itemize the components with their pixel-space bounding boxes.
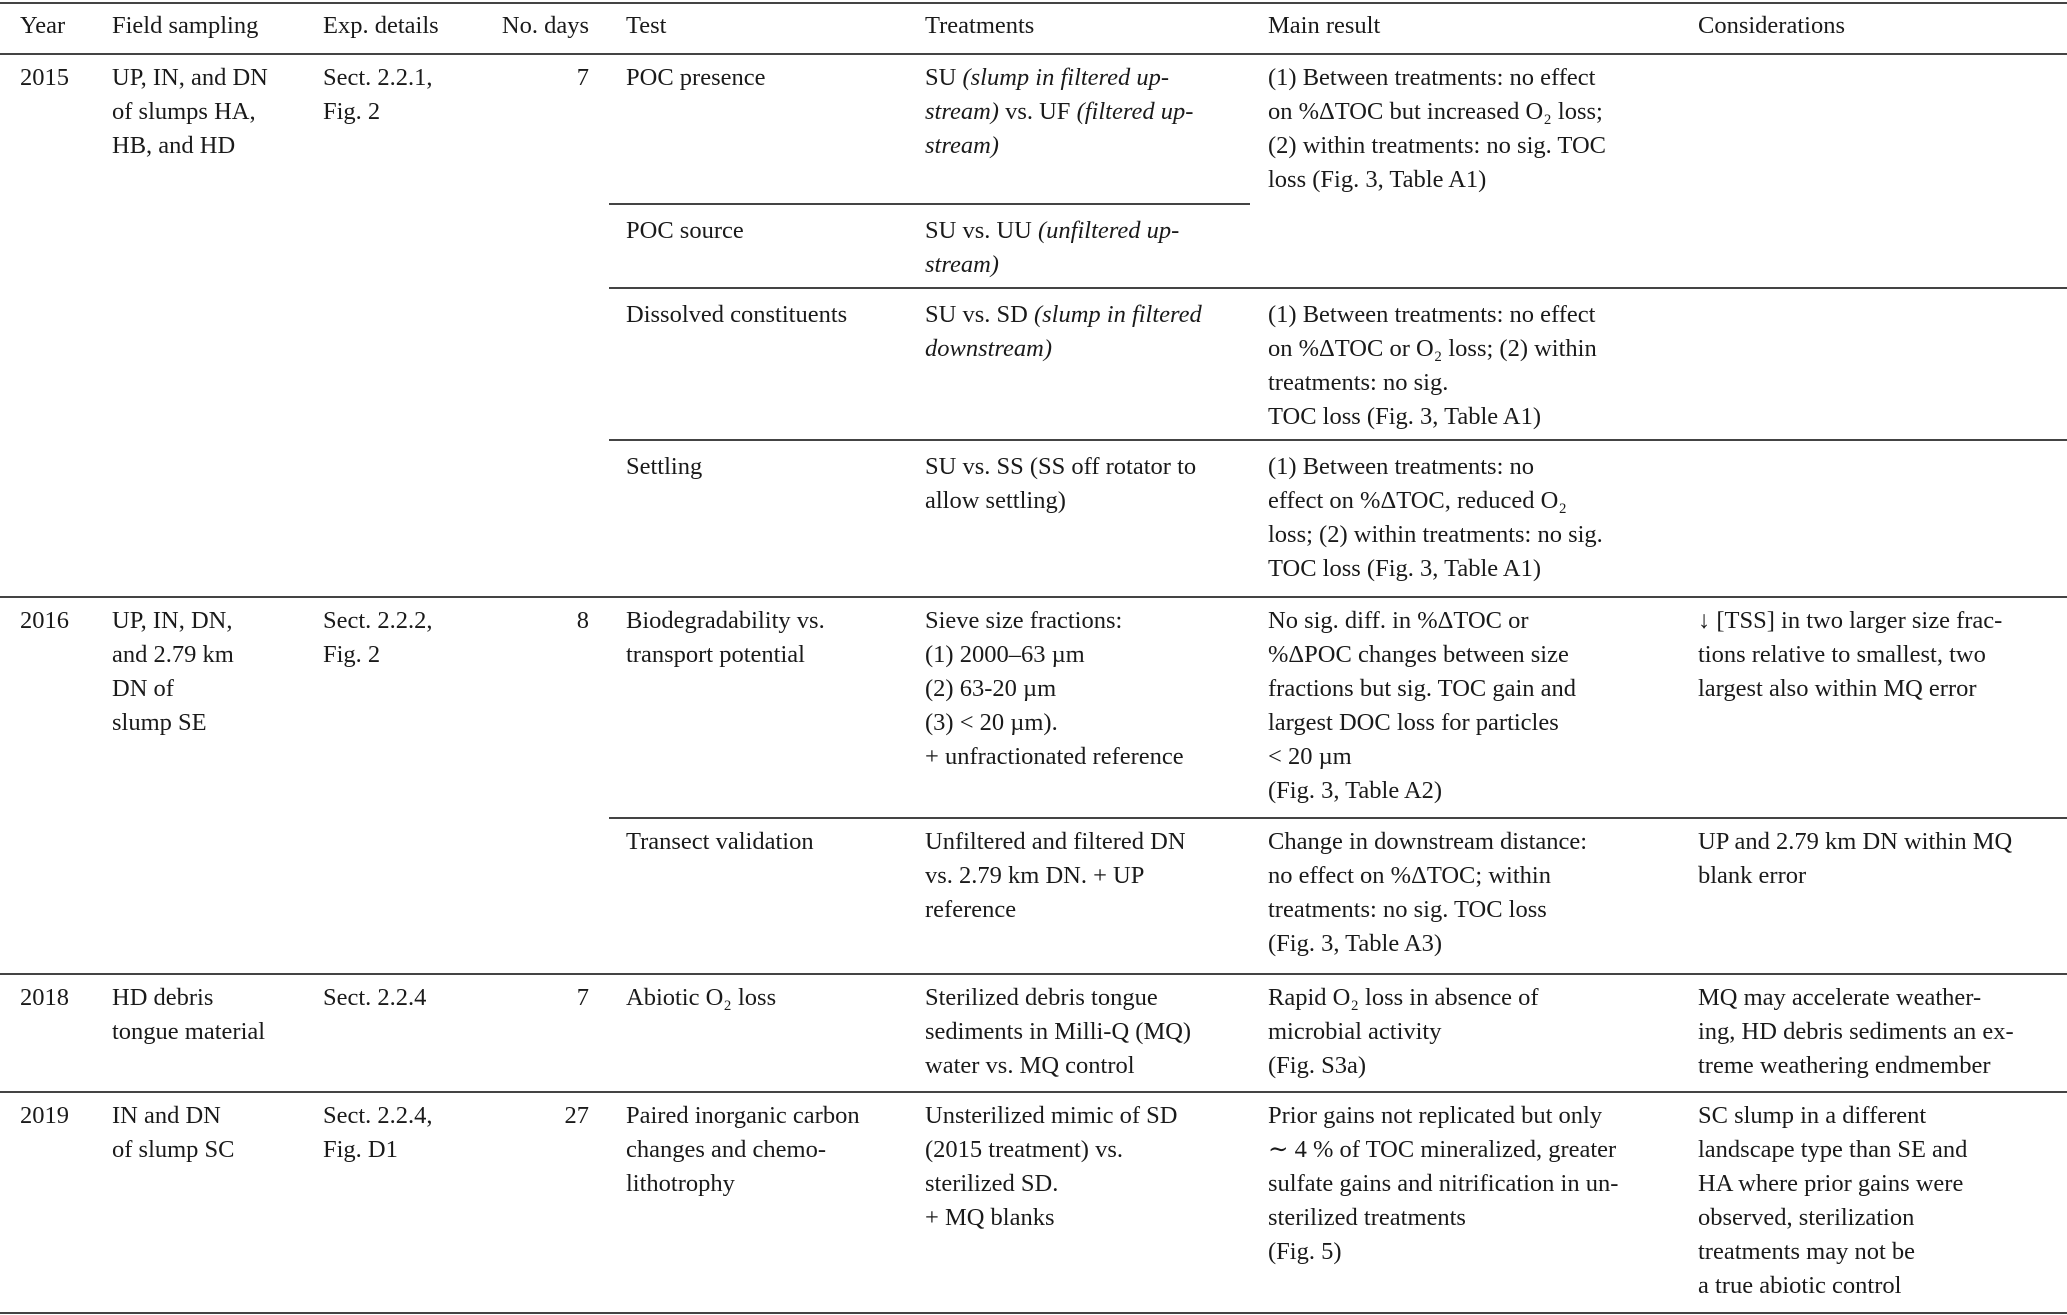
cell-line: reference — [925, 896, 1017, 923]
cell-test — [626, 825, 814, 859]
cell-line: IN and DN — [112, 1102, 221, 1129]
table-top-rule — [0, 2, 2067, 4]
header-year: Year — [20, 12, 66, 39]
cell-line: UP and 2.79 km DN within MQ — [1698, 828, 2013, 855]
cell-line: sediments in Milli-Q (MQ) — [925, 1018, 1192, 1045]
cell-line: and 2.79 km — [112, 641, 234, 668]
cell-line: treatments may not be — [1698, 1238, 1916, 1265]
cell-line: 27 — [564, 1102, 589, 1129]
cell-line: POC source — [626, 217, 744, 244]
cell-line: landscape type than SE and — [1698, 1136, 1968, 1163]
cell-line: slump SE — [112, 709, 207, 736]
italic-text: stream) — [925, 132, 999, 159]
cell-line: largest DOC loss for particles — [1268, 709, 1559, 736]
cell-line: on %ΔTOC or O₂ loss; (2) within — [1268, 335, 1597, 362]
cell-year — [20, 61, 69, 95]
cell-line: tions relative to smallest, two — [1698, 641, 1986, 668]
cell-considerations — [1698, 604, 2002, 706]
cell-main-result — [1268, 981, 1539, 1083]
cell-line: 7 — [576, 64, 589, 91]
header-field-sampling: Field sampling — [112, 12, 259, 39]
cell-line: < 20 µm — [1268, 743, 1352, 770]
cell-line: largest also within MQ error — [1698, 675, 1977, 702]
cell-line: Fig. 2 — [323, 641, 381, 668]
row-divider — [609, 203, 1250, 205]
cell-considerations — [1698, 1099, 1967, 1303]
cell-line: Change in downstream distance: — [1268, 828, 1588, 855]
cell-year — [20, 1099, 69, 1133]
table-bottom-rule — [0, 1312, 2067, 1314]
cell-considerations — [1698, 981, 2014, 1083]
cell-line: treatments: no sig. TOC loss — [1268, 896, 1547, 923]
cell-line: no effect on %ΔTOC; within — [1268, 862, 1551, 889]
cell-line: (2) within treatments: no sig. TOC — [1268, 132, 1606, 159]
cell-test — [626, 604, 825, 672]
cell-line: ing, HD debris sediments an ex- — [1698, 1018, 2014, 1045]
cell-line: POC presence — [626, 64, 766, 91]
cell-line: vs. 2.79 km DN. + UP — [925, 862, 1145, 889]
cell-line: Sect. 2.2.4 — [323, 984, 427, 1011]
cell-line: water vs. MQ control — [925, 1052, 1135, 1079]
cell-line: ∼ 4 % of TOC mineralized, greater — [1268, 1136, 1617, 1163]
cell-test — [626, 61, 765, 95]
cell-no-days — [565, 1099, 590, 1133]
cell-line: HA where prior gains were — [1698, 1170, 1964, 1197]
cell-line: observed, sterilization — [1698, 1204, 1915, 1231]
cell-treatments — [925, 604, 1184, 774]
header-exp-details: Exp. details — [323, 12, 439, 39]
cell-line: sulfate gains and nitrification in un- — [1268, 1170, 1619, 1197]
cell-line: Fig. 2 — [323, 98, 381, 125]
cell-line: 8 — [576, 607, 589, 634]
cell-line: (3) < 20 µm). — [925, 709, 1058, 736]
cell-main-result — [1268, 825, 1587, 961]
cell-exp-details — [323, 981, 426, 1015]
cell-line: treatments: no sig. — [1268, 369, 1449, 396]
cell-line: (2) 63-20 µm — [925, 675, 1057, 702]
cell-line: tongue material — [112, 1018, 266, 1045]
cell-line: Sect. 2.2.1, — [323, 64, 433, 91]
cell-line: (1) Between treatments: no effect — [1268, 301, 1596, 328]
cell-no-days — [577, 604, 589, 638]
cell-test — [626, 981, 776, 1015]
cell-treatments — [925, 450, 1196, 518]
cell-line — [925, 248, 1179, 282]
italic-text: stream) — [925, 251, 999, 278]
row-divider — [0, 596, 2067, 598]
row-divider — [0, 973, 2067, 975]
header-treatments: Treatments — [925, 12, 1035, 39]
cell-main-result — [1268, 298, 1597, 434]
cell-year — [20, 981, 69, 1015]
cell-test — [626, 1099, 860, 1201]
cell-treatments — [925, 61, 1193, 163]
cell-line: transport potential — [626, 641, 805, 668]
cell-treatments — [925, 1099, 1177, 1235]
cell-line: SU (slump in filtered up- — [925, 64, 1170, 91]
cell-line: (2015 treatment) vs. — [925, 1136, 1123, 1163]
cell-line: of slumps HA, — [112, 98, 256, 125]
row-divider — [609, 439, 2067, 441]
cell-exp-details — [323, 1099, 433, 1167]
row-divider — [0, 1091, 2067, 1093]
cell-line: loss; (2) within treatments: no sig. — [1268, 521, 1603, 548]
cell-line: Paired inorganic carbon — [626, 1102, 860, 1129]
cell-main-result — [1268, 61, 1606, 197]
cell-line: Fig. D1 — [323, 1136, 398, 1163]
cell-line: (Fig. 3, Table A3) — [1268, 930, 1443, 957]
cell-line: Sterilized debris tongue — [925, 984, 1158, 1011]
cell-line: of slump SC — [112, 1136, 235, 1163]
cell-line: DN of — [112, 675, 174, 702]
cell-treatments — [925, 214, 1179, 282]
cell-line: 7 — [576, 984, 589, 1011]
cell-line: Rapid O₂ loss in absence of — [1268, 984, 1539, 1011]
header-considerations: Considerations — [1698, 12, 1845, 39]
cell-line: (Fig. 3, Table A2) — [1268, 777, 1443, 804]
cell-line: No sig. diff. in %ΔTOC or — [1268, 607, 1529, 634]
cell-line: TOC loss (Fig. 3, Table A1) — [1268, 555, 1542, 582]
italic-text: (slump in filtered up- — [962, 64, 1170, 91]
cell-test — [626, 298, 847, 332]
cell-line: a true abiotic control — [1698, 1272, 1902, 1299]
cell-line: (Fig. S3a) — [1268, 1052, 1366, 1079]
italic-text: (slump in filtered — [1033, 301, 1202, 328]
cell-considerations — [1698, 825, 2012, 893]
cell-line: lithotrophy — [626, 1170, 735, 1197]
italic-text: (unfiltered up- — [1038, 217, 1180, 244]
cell-line: HD debris — [112, 984, 214, 1011]
italic-text: downstream) — [925, 335, 1053, 362]
cell-line: Biodegradability vs. — [626, 607, 825, 634]
cell-treatments — [925, 825, 1186, 927]
cell-line: stream) vs. UF (filtered up- — [925, 98, 1194, 125]
cell-line: UP, IN, and DN — [112, 64, 268, 91]
cell-line: MQ may accelerate weather- — [1698, 984, 1982, 1011]
cell-line: sterilized SD. — [925, 1170, 1059, 1197]
cell-line: TOC loss (Fig. 3, Table A1) — [1268, 403, 1542, 430]
cell-line: + unfractionated reference — [925, 743, 1184, 770]
cell-line: Dissolved constituents — [626, 301, 848, 328]
cell-line: Settling — [626, 453, 703, 480]
cell-test — [626, 214, 744, 248]
cell-line: Unfiltered and filtered DN — [925, 828, 1186, 855]
cell-year — [20, 604, 69, 638]
header-rule — [0, 53, 2067, 55]
cell-line: 2015 — [20, 64, 69, 91]
cell-line: SC slump in a different — [1698, 1102, 1927, 1129]
header-main-result: Main result — [1268, 12, 1381, 39]
cell-line: sterilized treatments — [1268, 1204, 1466, 1231]
cell-line: (Fig. 5) — [1268, 1238, 1342, 1265]
cell-line: Sect. 2.2.4, — [323, 1102, 433, 1129]
cell-exp-details — [323, 61, 433, 129]
cell-line: treme weathering endmember — [1698, 1052, 1991, 1079]
cell-line: (1) Between treatments: no effect — [1268, 64, 1596, 91]
cell-line: effect on %ΔTOC, reduced O₂ — [1268, 487, 1567, 514]
cell-no-days — [577, 61, 589, 95]
cell-exp-details — [323, 604, 433, 672]
cell-line: Prior gains not replicated but only — [1268, 1102, 1603, 1129]
cell-line: 2018 — [20, 984, 69, 1011]
cell-line — [925, 129, 1193, 163]
cell-line: %ΔPOC changes between size — [1268, 641, 1569, 668]
cell-line: HB, and HD — [112, 132, 236, 159]
cell-line: UP, IN, DN, — [112, 607, 233, 634]
cell-line: (1) 2000–63 µm — [925, 641, 1085, 668]
cell-line: Sect. 2.2.2, — [323, 607, 433, 634]
cell-field-sampling — [112, 1099, 235, 1167]
cell-line — [925, 332, 1202, 366]
cell-test — [626, 450, 702, 484]
cell-line: SU vs. UU (unfiltered up- — [925, 217, 1180, 244]
cell-line: fractions but sig. TOC gain and — [1268, 675, 1577, 702]
header-test: Test — [626, 12, 667, 39]
cell-treatments — [925, 981, 1191, 1083]
cell-main-result — [1268, 604, 1576, 808]
italic-text: (filtered up- — [1076, 98, 1194, 125]
cell-no-days — [577, 981, 589, 1015]
cell-line: Transect validation — [626, 828, 814, 855]
cell-field-sampling — [112, 981, 265, 1049]
row-divider — [609, 287, 2067, 289]
cell-line: Sieve size fractions: — [925, 607, 1123, 634]
cell-line: microbial activity — [1268, 1018, 1442, 1045]
cell-field-sampling — [112, 61, 268, 163]
cell-line: (1) Between treatments: no — [1268, 453, 1535, 480]
cell-main-result — [1268, 450, 1603, 586]
cell-field-sampling — [112, 604, 234, 740]
cell-line: changes and chemo- — [626, 1136, 826, 1163]
cell-line: Unsterilized mimic of SD — [925, 1102, 1178, 1129]
row-divider — [609, 817, 2067, 819]
cell-line: 2019 — [20, 1102, 69, 1129]
cell-line: blank error — [1698, 862, 1807, 889]
cell-line: + MQ blanks — [925, 1204, 1055, 1231]
cell-line: on %ΔTOC but increased O₂ loss; — [1268, 98, 1603, 125]
cell-line: loss (Fig. 3, Table A1) — [1268, 166, 1487, 193]
cell-line: allow settling) — [925, 487, 1066, 514]
italic-text: stream) — [925, 98, 999, 125]
cell-line: 2016 — [20, 607, 69, 634]
cell-main-result — [1268, 1099, 1618, 1269]
header-no-days: No. days — [501, 12, 589, 39]
cell-line: SU vs. SD (slump in filtered — [925, 301, 1202, 328]
cell-line: Abiotic O₂ loss — [626, 984, 777, 1011]
cell-line: SU vs. SS (SS off rotator to — [925, 453, 1197, 480]
cell-treatments — [925, 298, 1202, 366]
cell-line: ↓ [TSS] in two larger size frac- — [1698, 607, 2003, 634]
